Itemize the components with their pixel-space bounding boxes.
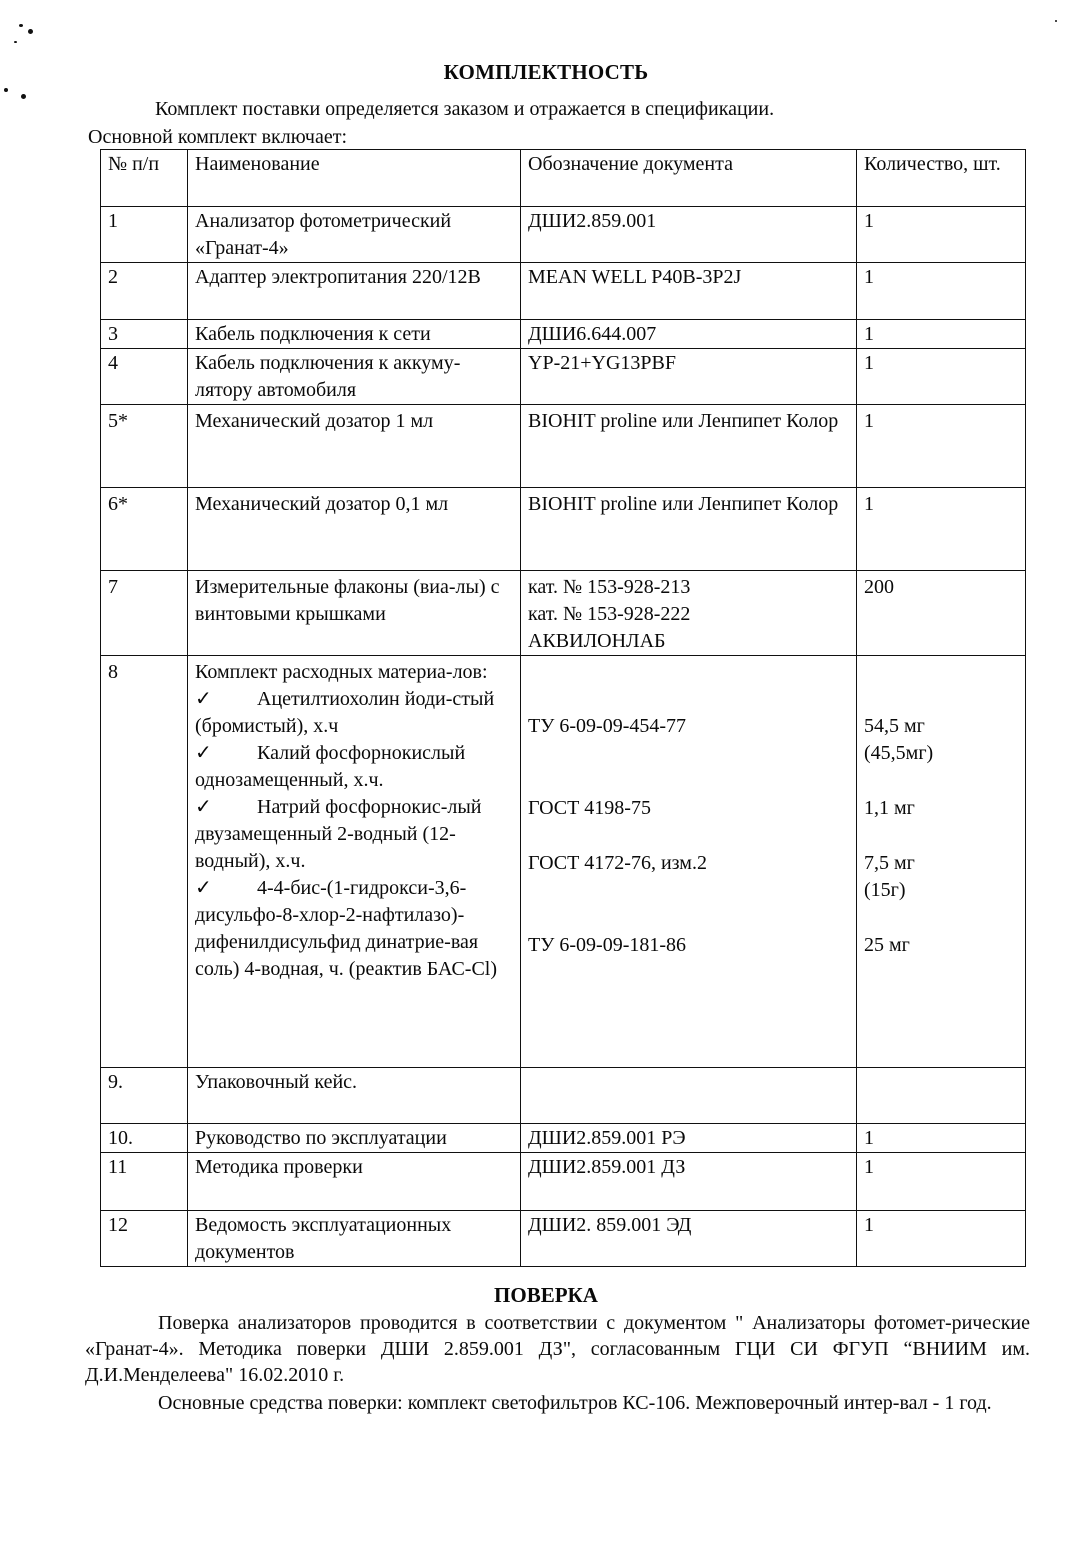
row-doc: ДШИ2. 859.001 ЭД — [521, 1211, 857, 1267]
row-name: Механический дозатор 1 мл — [188, 405, 521, 488]
row-qty: 200 — [857, 571, 1026, 656]
header-doc: Обозначение документа — [521, 150, 857, 207]
row-qty: 1 — [857, 405, 1026, 488]
table-row — [101, 1153, 1026, 1211]
row-qty: 1 — [857, 320, 1026, 349]
row-num: 3 — [101, 320, 188, 349]
row-doc: ДШИ2.859.001 ДЗ — [521, 1153, 857, 1211]
kit-item-name: Ацетилтиохолин йоди-стый (бромистый), х.ч — [195, 688, 495, 737]
row-qty: 1 — [857, 349, 1026, 405]
row-name: Измерительные флаконы (виа-лы) с винтовыми крышками — [188, 571, 521, 656]
row-num: 7 — [101, 571, 188, 656]
scan-speck — [14, 41, 17, 43]
kit-item-qty: 1,1 мг — [864, 797, 915, 819]
table-row — [101, 263, 1026, 320]
row-name: Механический дозатор 0,1 мл — [188, 488, 521, 571]
row-qty: 1 — [857, 1153, 1026, 1211]
equipment-table — [100, 149, 1026, 1267]
kit-title: Комплект расходных материа-лов: — [195, 661, 488, 683]
row-name: Кабель подключения к аккуму-лятору автомобиля — [188, 349, 521, 405]
row-doc: YP-21+YG13PBF — [521, 349, 857, 405]
table-row — [101, 405, 1026, 488]
kit-item — [195, 686, 514, 740]
verification-paragraph-1: Поверка анализаторов проводится в соответствии с документом " Анализаторы фотомет-рические «Гранат-4». Методика поверки ДШИ 2.859.001 ДЗ", согласованным ГЦИ СИ ФГУП “ВНИИМ им. Д.И.Менделеева" 16.02.2010 г. — [85, 1312, 1030, 1386]
row-qty: 1 — [857, 1124, 1026, 1153]
row-qty: 1 — [857, 263, 1026, 320]
row-name — [188, 656, 521, 1068]
verification-paragraph-2: Основные средства поверки: комплект светофильтров КС-106. Межповерочный интер-вал - 1 год. — [158, 1392, 992, 1414]
row-num: 1 — [101, 207, 188, 263]
row-doc: ДШИ2.859.001 РЭ — [521, 1124, 857, 1153]
table-row — [101, 571, 1026, 656]
kit-item-doc: ГОСТ 4198-75 — [528, 797, 651, 819]
scan-speck — [19, 24, 23, 27]
header-name: Наименование — [188, 150, 521, 207]
table-header-row — [101, 150, 1026, 207]
intro-text-2: Основной комплект включает: — [88, 126, 348, 148]
row-doc: ДШИ2.859.001 — [521, 207, 857, 263]
row-name: Методика проверки — [188, 1153, 521, 1211]
row-name: Кабель подключения к сети — [188, 320, 521, 349]
kit-item-name: Калий фосфорнокислый однозамещенный, х.ч. — [195, 742, 466, 791]
kit-item — [195, 740, 514, 794]
row-name: Адаптер электропитания 220/12В — [188, 263, 521, 320]
section-title-verification: ПОВЕРКА — [494, 1283, 598, 1307]
table-row — [101, 1068, 1026, 1124]
intro-text: Комплект поставки определяется заказом и отражается в спецификации. — [155, 98, 775, 120]
row-num: 10. — [101, 1124, 188, 1153]
row-name: Ведомость эксплуатационных документов — [188, 1211, 521, 1267]
row-doc: BIOHIT proline или Ленпипет Колор — [521, 488, 857, 571]
table-row — [101, 656, 1026, 1068]
doc-line: АКВИЛОНЛАБ — [528, 630, 666, 652]
kit-item-name: 4-4-бис-(1-гидрокси-3,6-дисульфо-8-хлор-2-нафтилазо)-дифенилдисульфид динатрие-вая соль) 4-водная, ч. (реактив БАС-Cl) — [195, 877, 498, 980]
table-row — [101, 349, 1026, 405]
row-qty: 1 — [857, 488, 1026, 571]
row-num: 11 — [101, 1153, 188, 1211]
row-qty — [857, 656, 1026, 1068]
kit-item-qty: 7,5 мг (15г) — [864, 852, 915, 901]
page-title: КОМПЛЕКТНОСТЬ — [443, 60, 649, 84]
scan-speck — [21, 94, 26, 99]
row-qty: 1 — [857, 207, 1026, 263]
table-row — [101, 320, 1026, 349]
table-row — [101, 1211, 1026, 1267]
kit-item-name: Натрий фосфорнокис-лый двузамещенный 2-водный (12-водный), х.ч. — [195, 796, 482, 872]
row-qty — [857, 1068, 1026, 1124]
doc-line: кат. № 153-928-213 — [528, 576, 691, 598]
header-num: № п/п — [101, 150, 188, 207]
row-name: Анализатор фотометрический «Гранат-4» — [188, 207, 521, 263]
row-num: 8 — [101, 656, 188, 1068]
row-num: 12 — [101, 1211, 188, 1267]
row-doc — [521, 1068, 857, 1124]
table-row — [101, 207, 1026, 263]
row-doc — [521, 571, 857, 656]
table-row — [101, 1124, 1026, 1153]
row-doc — [521, 656, 857, 1068]
kit-item-qty: 25 мг — [864, 934, 910, 956]
row-num: 5* — [101, 405, 188, 488]
kit-item-qty: 54,5 мг (45,5мг) — [864, 715, 934, 764]
row-num: 4 — [101, 349, 188, 405]
row-num: 6* — [101, 488, 188, 571]
checkmark-icon: ✓ — [195, 877, 212, 899]
row-name: Упаковочный кейс. — [188, 1068, 521, 1124]
scan-speck — [1055, 20, 1057, 22]
doc-line: кат. № 153-928-222 — [528, 603, 691, 625]
kit-item-doc: ТУ 6-09-09-454-77 — [528, 715, 687, 737]
row-doc: BIOHIT proline или Ленпипет Колор — [521, 405, 857, 488]
kit-item-doc: ГОСТ 4172-76, изм.2 — [528, 852, 707, 874]
row-num: 2 — [101, 263, 188, 320]
kit-item — [195, 794, 514, 875]
row-doc: MEAN WELL P40B-3P2J — [521, 263, 857, 320]
row-num: 9. — [101, 1068, 188, 1124]
kit-item-doc: ТУ 6-09-09-181-86 — [528, 934, 687, 956]
scan-speck — [28, 29, 33, 34]
row-qty: 1 — [857, 1211, 1026, 1267]
row-name: Руководство по эксплуатации — [188, 1124, 521, 1153]
row-doc: ДШИ6.644.007 — [521, 320, 857, 349]
checkmark-icon: ✓ — [195, 742, 212, 764]
checkmark-icon: ✓ — [195, 688, 212, 710]
checkmark-icon: ✓ — [195, 796, 212, 818]
header-qty: Количество, шт. — [857, 150, 1026, 207]
kit-item — [195, 875, 514, 983]
table-row — [101, 488, 1026, 571]
scan-speck — [4, 88, 8, 92]
